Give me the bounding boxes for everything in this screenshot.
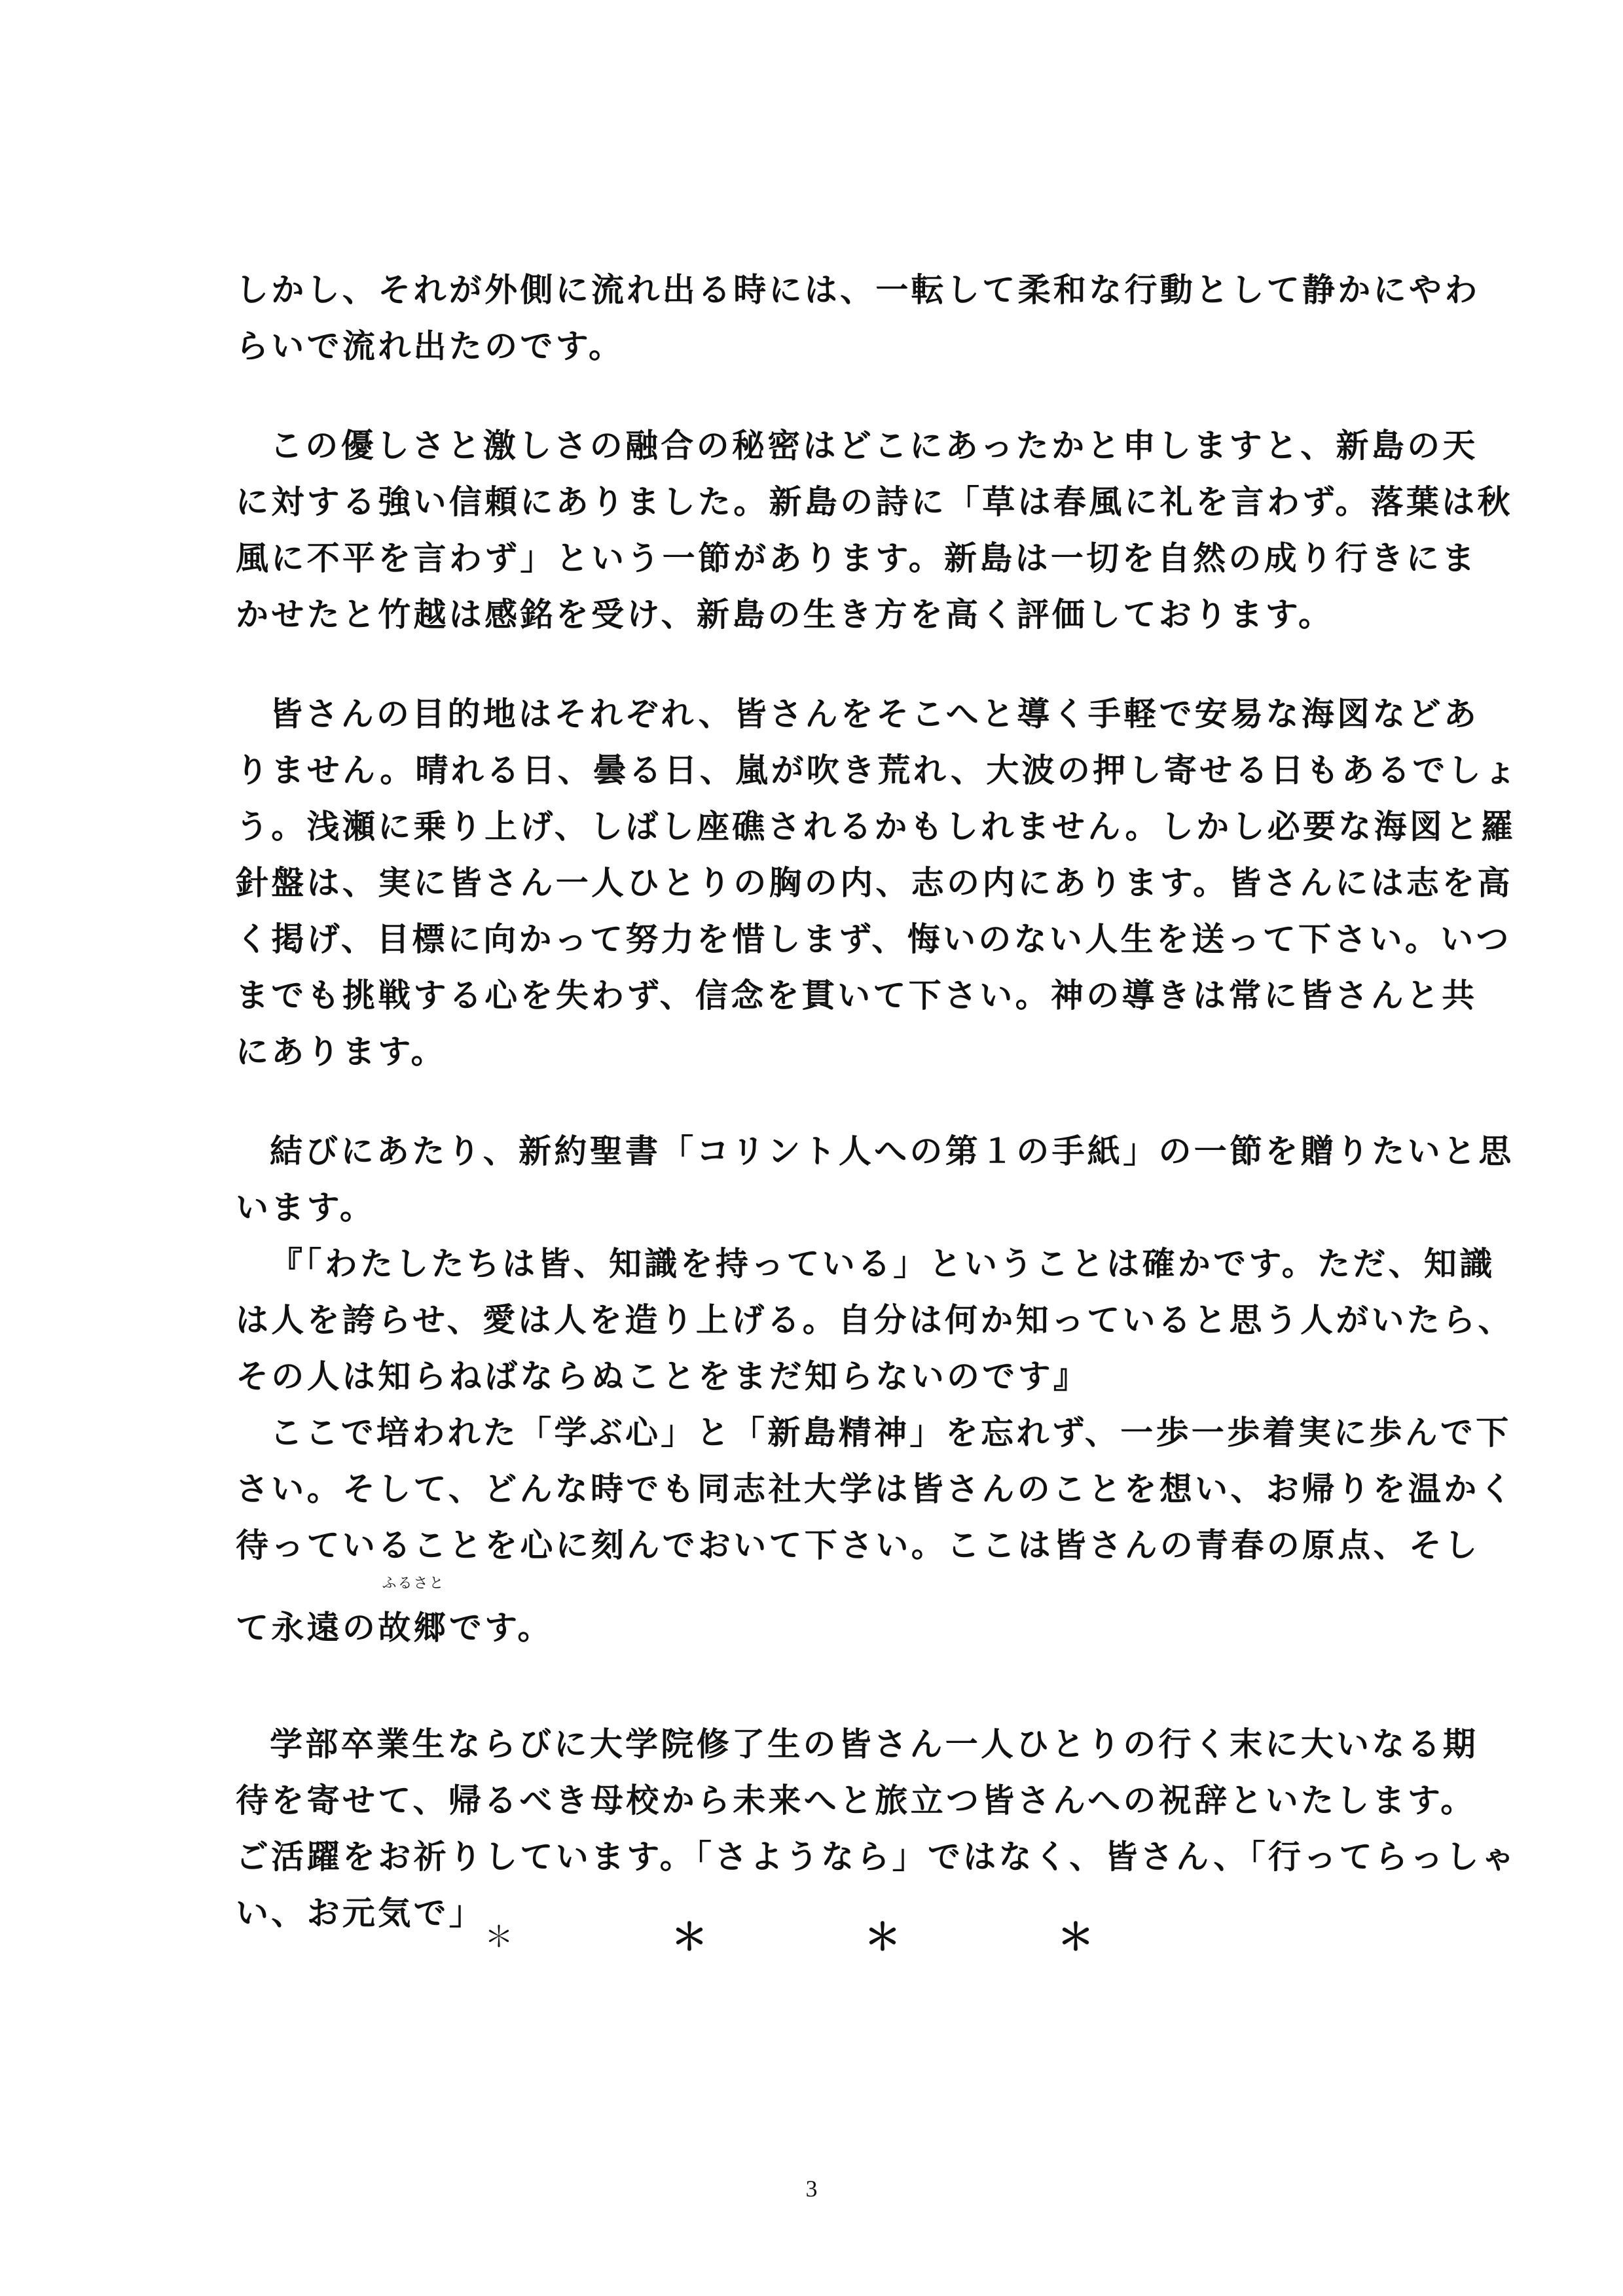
asterisk-icon: ＊ [1057,1916,1094,1959]
text-segment: て永遠の [236,1608,378,1647]
text-line: 針盤は、実に皆さん一人ひとりの胸の内、志の内にあります。皆さんには志を高 [236,863,1513,902]
text-line: います。 [236,1188,376,1227]
paragraph-gap [236,1080,1414,1123]
quote-line: 『「わたしたちは皆、知識を持っている」ということは確かです。ただ、知識 [270,1244,1495,1283]
ruby-reading: ふるさと [382,1575,445,1592]
asterisk-icon: ＊ [484,1920,513,1954]
section-separator [0,1911,1623,1964]
text-line: らいで流れ出たのです。 [236,327,625,365]
text-line: 皆さんの目的地はそれぞれ、皆さんをそこへと導く手軽で安易な海図などあ [270,694,1480,733]
asterisk-icon: ＊ [864,1916,901,1959]
text-line: 待を寄せて、帰るべき母校から未来へと旅立つ皆さんへの祝辞といたします。 [236,1781,1476,1820]
paragraph-gap [236,374,1414,418]
text-line: く掲げ、目標に向かって努力を惜しまず、悔いのない人生を送って下さい。いつ [236,920,1512,958]
paragraph-5 [236,1716,1518,1941]
text-line: ご活躍をお祈りしています。「さようなら」ではなく、皆さん、「行ってらっしゃ [236,1837,1518,1876]
text-line: に対する強い信頼にありました。新島の詩に「草は春風に礼を言わず。落葉は秋 [236,482,1513,521]
text-line: う。浅瀬に乗り上げ、しばし座礁されるかもしれません。しかし必要な海図と羅 [236,807,1516,846]
document-body [236,262,1520,1941]
text-line: さい。そして、どんな時でも同志社大学は皆さんのことを想い、お帰りを温かく [236,1469,1515,1508]
paragraph-4 [236,1123,1515,1656]
text-line: い、お元気で」 [236,1893,485,1932]
asterisk-icon: ＊ [671,1916,708,1959]
paragraph-gap [236,643,1414,686]
paragraph-2 [236,418,1513,643]
paragraph-gap [236,1656,1414,1716]
page-number: 3 [805,2176,818,2202]
text-line: かせたと竹越は感銘を受け、新島の生き方を高く評価しております。 [236,595,1334,634]
paragraph-1 [236,262,1480,374]
text-line: この優しさと激しさの融合の秘密はどこにあったかと申しますと、新島の天 [270,426,1478,465]
text-line: 風に不平を言わず」という一節があります。新島は一切を自然の成り行きにま [236,539,1478,577]
text-line: までも挑戦する心を失わず、信念を貫いて下さい。神の導きは常に皆さんと共 [236,976,1478,1014]
text-segment: です。 [448,1608,553,1647]
text-line: 待っていることを心に刻んでおいて下さい。ここは皆さんの青春の原点、そし [236,1526,1480,1564]
paragraph-3 [236,686,1520,1080]
text-line: りません。晴れる日、曇る日、嵐が吹き荒れ、大波の押し寄せる日もあるでしょ [236,751,1520,789]
ruby-furusato [378,1575,449,1656]
text-line: しかし、それが外側に流れ出る時には、一転して柔和な行動として静かにやわ [236,270,1480,309]
quote-line: は人を誇らせ、愛は人を造り上げる。自分は何か知っていると思う人がいたら、 [236,1300,1514,1339]
text-line: 学部卒業生ならびに大学院修了生の皆さん一人ひとりの行く末に大いなる期 [270,1725,1479,1763]
ruby-base: 故郷 [378,1608,449,1647]
text-line: ここで培われた「学ぶ心」と「新島精神」を忘れず、一歩一歩着実に歩んで下 [270,1413,1512,1452]
text-line: にあります。 [236,1032,447,1071]
quote-line: その人は知らねばならぬことをまだ知らないのです』 [236,1357,1089,1395]
text-line-with-ruby [236,1575,1414,1656]
text-line: 結びにあたり、新約聖書「コリント人への第１の手紙」の一節を贈りたいと思 [270,1132,1514,1170]
